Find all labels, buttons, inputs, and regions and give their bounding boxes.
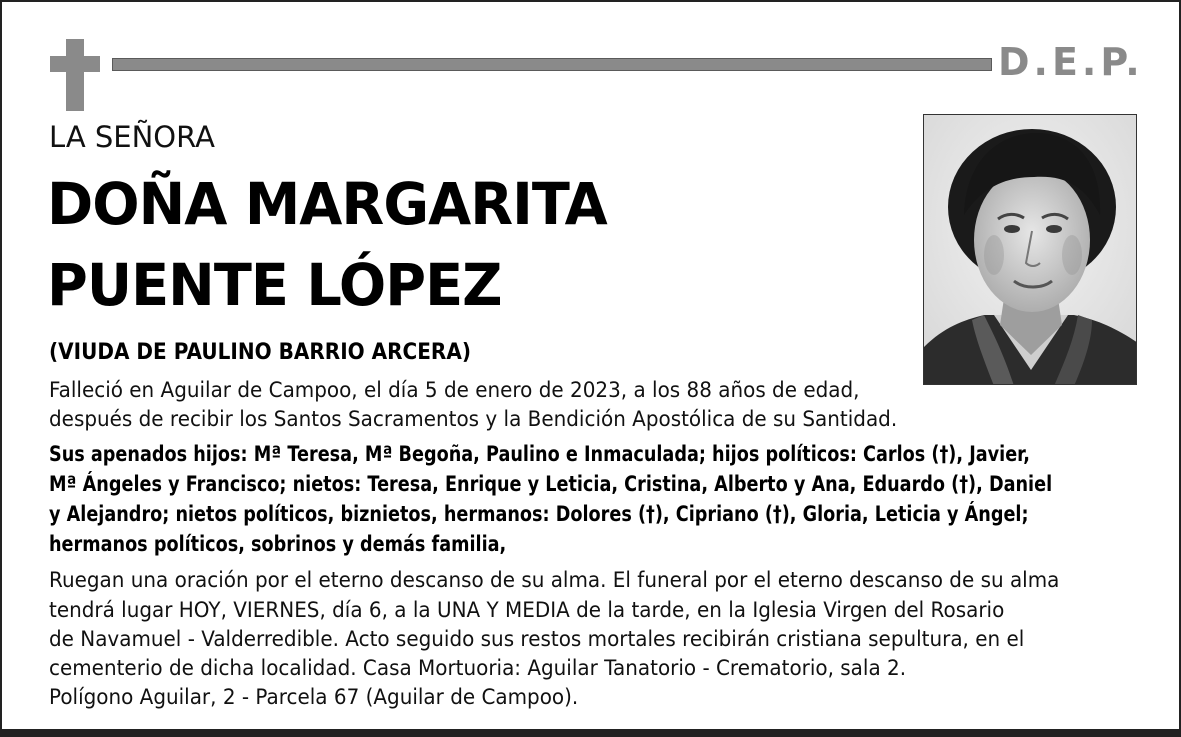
family-line: Mª Ángeles y Francisco; nietos: Teresa, Enrique y Leticia, Cristina, Alberto y Ana, Eduardo (†), Daniel — [49, 472, 1053, 496]
deceased-name-line1: DOÑA MARGARITA — [47, 170, 607, 238]
funeral-line: cementerio de dicha localidad. Casa Mortuoria: Aguilar Tanatorio - Crematorio, sala 2. — [49, 656, 907, 680]
deceased-name-line2: PUENTE LÓPEZ — [47, 251, 502, 319]
dep-label: D.E.P. — [998, 40, 1144, 84]
family-line: hermanos políticos, sobrinos y demás familia, — [49, 532, 507, 556]
death-notice-line: después de recibir los Santos Sacramentos y la Bendición Apostólica de su Santidad. — [49, 407, 898, 431]
funeral-line: de Navamuel - Valderredible. Acto seguido sus restos mortales recibirán cristiana sepultura, en el — [49, 627, 1025, 651]
funeral-line: Polígono Aguilar, 2 - Parcela 67 (Aguilar de Campoo). — [49, 685, 579, 709]
honorific-title: LA SEÑORA — [49, 120, 215, 154]
death-notice-line: Falleció en Aguilar de Campoo, el día 5 de enero de 2023, a los 88 años de edad, — [49, 378, 860, 402]
family-line: Sus apenados hijos: Mª Teresa, Mª Begoña, Paulino e Inmaculada; hijos políticos: Carlos (†), Javier, — [49, 442, 1030, 466]
funeral-line: tendrá lugar HOY, VIERNES, día 6, a la UNA Y MEDIA de la tarde, en la Iglesia Virgen del Rosario — [49, 598, 1005, 622]
funeral-line: Ruegan una oración por el eterno descanso de su alma. El funeral por el eterno descanso de su alma — [49, 568, 1060, 592]
family-line: y Alejandro; nietos políticos, biznietos, hermanos: Dolores (†), Cipriano (†), Gloria, Leticia y Ángel; — [49, 502, 1029, 526]
widow-of-line: (VIUDA DE PAULINO BARRIO ARCERA) — [49, 340, 471, 365]
portrait-photo — [923, 114, 1137, 385]
header-rule — [112, 58, 992, 71]
cross-icon — [50, 39, 100, 111]
